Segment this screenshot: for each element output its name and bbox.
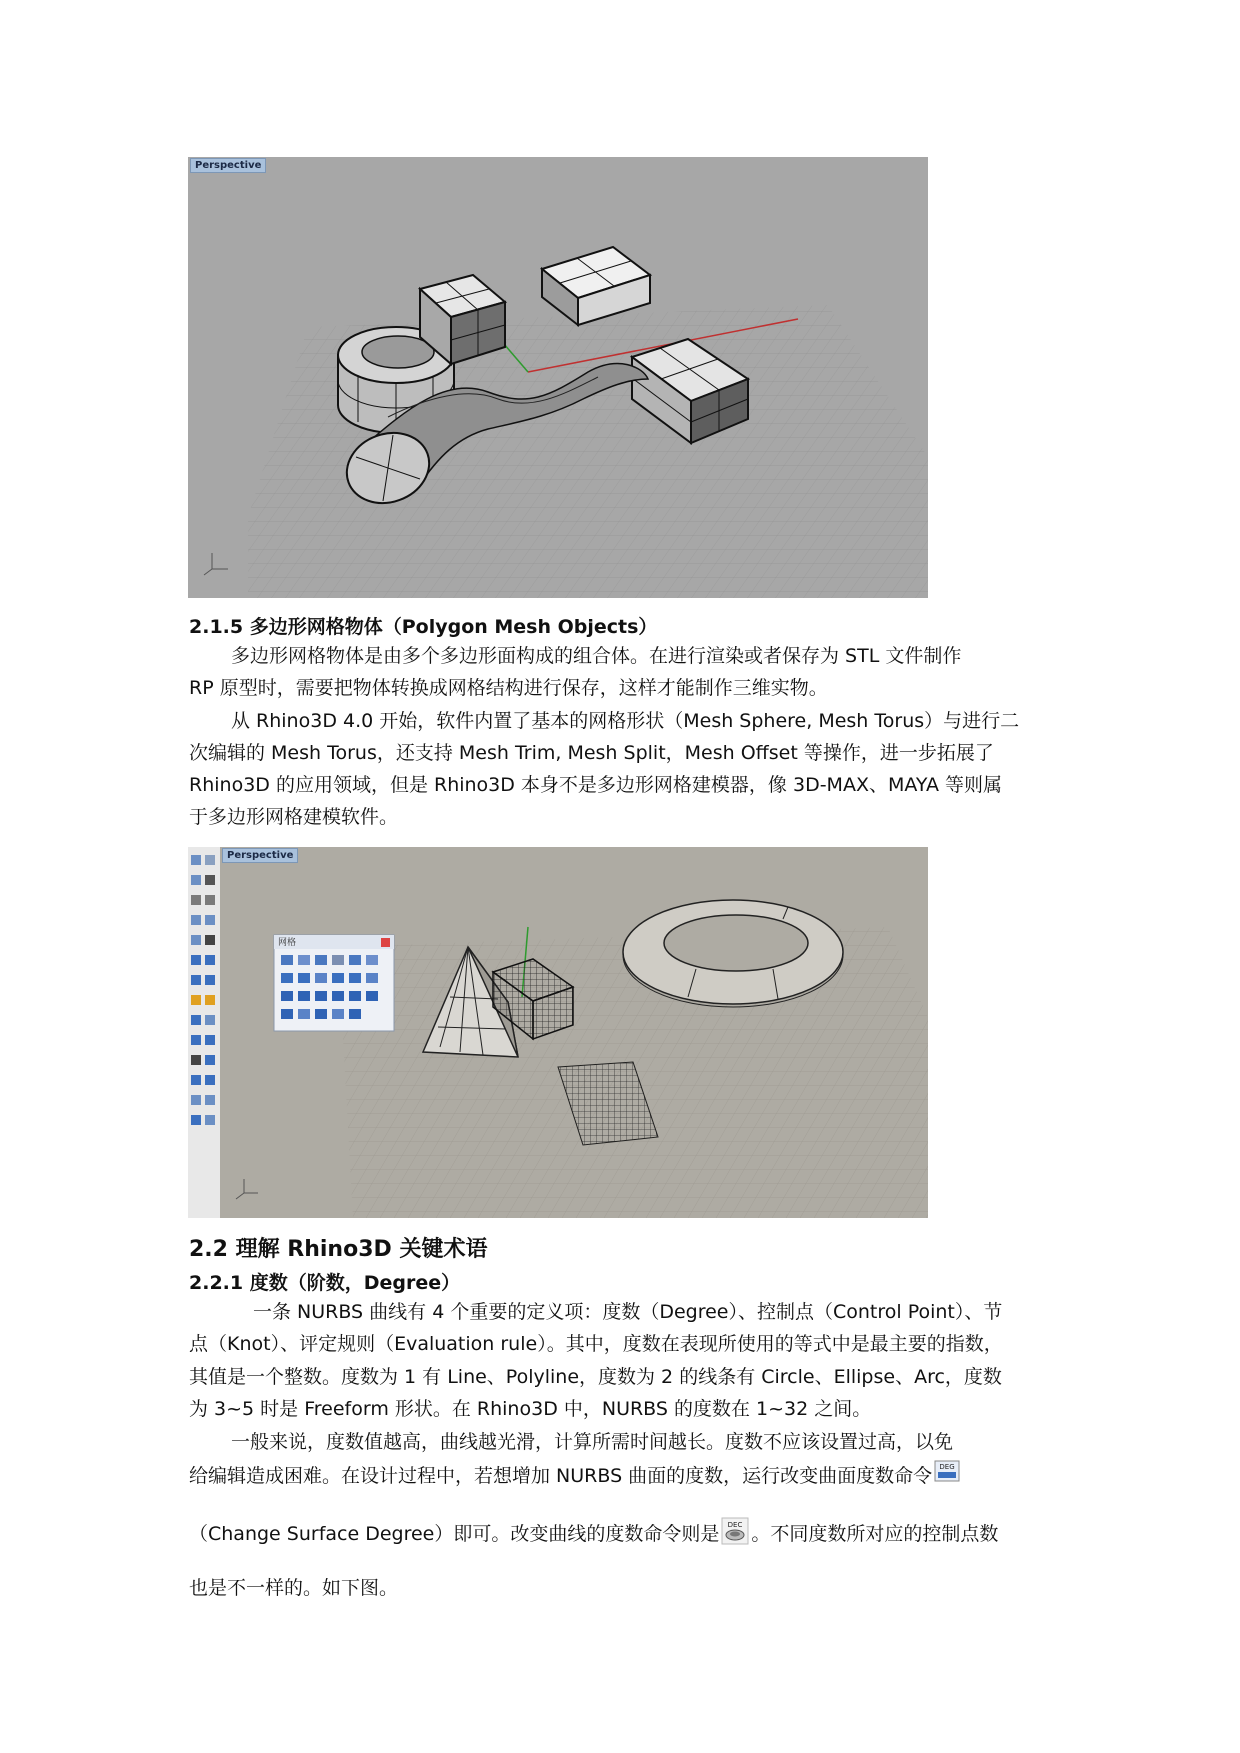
paragraph-line: 为 3~5 时是 Freeform 形状。在 Rhino3D 中，NURBS 的度数在 1~32 之间。 xyxy=(189,1398,872,1420)
section-heading-2-2-1: 2.2.1 度数（阶数，Degree） xyxy=(189,1272,461,1294)
viewport-label: Perspective xyxy=(222,848,298,863)
paragraph-line-with-icon xyxy=(189,1460,1059,1492)
paragraph-line-text: 。不同度数所对应的控制点数 xyxy=(751,1523,999,1545)
perspective-viewport-figure-2 xyxy=(188,847,928,1218)
viewport-label: Perspective xyxy=(190,158,266,173)
axis-gizmo-icon xyxy=(236,1179,258,1199)
paragraph-line: Rhino3D 的应用领域，但是 Rhino3D 本身不是多边形网格建模器，像 3D-MAX、MAYA 等则属 xyxy=(189,774,1003,796)
paragraph-line: 于多边形网格建模软件。 xyxy=(189,806,399,828)
paragraph-line: 也是不一样的。如下图。 xyxy=(189,1577,399,1599)
perspective-viewport-figure-1 xyxy=(188,157,928,598)
mesh-tools-panel[interactable] xyxy=(274,935,394,1031)
paragraph-line: 一般来说，度数值越高，曲线越光滑，计算所需时间越长。度数不应该设置过高，以免 xyxy=(231,1431,954,1453)
mesh-panel-title: 网格 xyxy=(278,938,297,948)
section-heading-2-2: 2.2 理解 Rhino3D 关键术语 xyxy=(189,1237,488,1262)
paragraph-line: 从 Rhino3D 4.0 开始，软件内置了基本的网格形状（Mesh Sphere, Mesh Torus）与进行二 xyxy=(231,710,1020,732)
icon-text: DEC xyxy=(728,1520,743,1529)
paragraph-line: 其值是一个整数。度数为 1 有 Line、Polyline，度数为 2 的线条有 Circle、Ellipse、Arc，度数 xyxy=(189,1366,1002,1388)
mesh-objects-render xyxy=(188,157,928,598)
icon-text: DEG xyxy=(939,1462,955,1471)
paragraph-line-text: （Change Surface Degree）即可。改变曲线的度数命令则是 xyxy=(189,1523,720,1545)
change-curve-degree-icon[interactable] xyxy=(721,1517,749,1545)
axis-gizmo-icon xyxy=(204,553,228,575)
mesh-toolbar-render xyxy=(188,847,928,1218)
paragraph-line: 多边形网格物体是由多个多边形面构成的组合体。在进行渲染或者保存为 STL 文件制作 xyxy=(231,645,962,667)
paragraph-line: 点（Knot）、评定规则（Evaluation rule）。其中，度数在表现所使用的等式中是最主要的指数， xyxy=(189,1333,1003,1355)
paragraph-line: 一条 NURBS 曲线有 4 个重要的定义项：度数（Degree）、控制点（Control Point）、节 xyxy=(253,1301,1003,1323)
section-heading-2-1-5: 2.1.5 多边形网格物体（Polygon Mesh Objects） xyxy=(189,616,658,638)
change-surface-degree-icon[interactable] xyxy=(934,1460,960,1482)
paragraph-line: RP 原型时，需要把物体转换成网格结构进行保存，这样才能制作三维实物。 xyxy=(189,677,828,699)
paragraph-line-with-icon xyxy=(189,1518,1059,1550)
paragraph-line-text: 给编辑造成困难。在设计过程中，若想增加 NURBS 曲面的度数，运行改变曲面度数命令 xyxy=(189,1465,933,1487)
paragraph-line: 次编辑的 Mesh Torus，还支持 Mesh Trim, Mesh Split，Mesh Offset 等操作，进一步拓展了 xyxy=(189,742,994,764)
